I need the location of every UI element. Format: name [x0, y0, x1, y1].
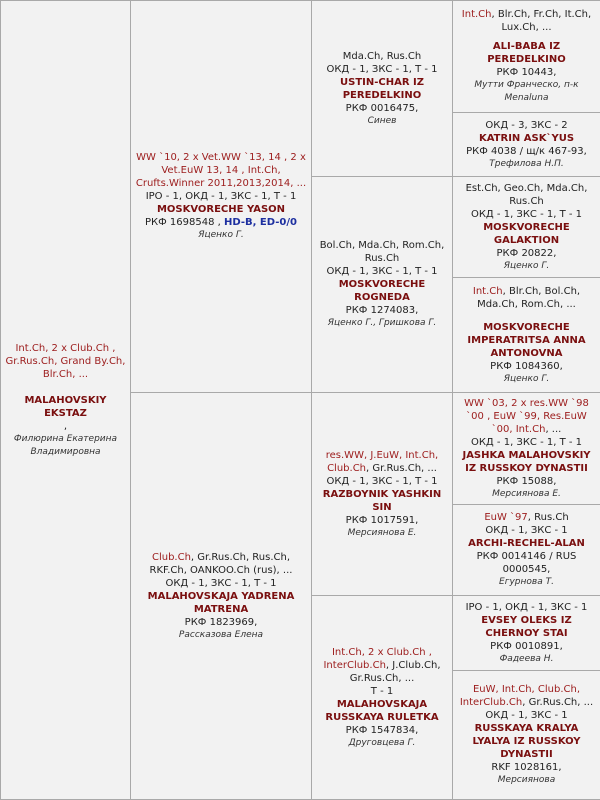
dsd-titles-line — [456, 511, 597, 524]
dam-titles-red: Club.Ch — [152, 552, 191, 563]
ddd-titles-line — [456, 683, 597, 709]
ssd-reg: РКФ 4038 / щ/к 467-93, — [456, 145, 597, 158]
dam-name-link[interactable]: MALAHOVSKAJA YADRENA MATRENA — [134, 590, 308, 616]
dam-dam-titles-red: Int.Ch, 2 x Club.Ch , InterClub.Ch — [323, 647, 432, 671]
dsd-tests: ОКД - 1, ЗКС - 1 — [456, 524, 597, 537]
ssd-name-link[interactable]: KATRIN ASK`YUS — [456, 132, 597, 145]
dam-sire-titles: , Gr.Rus.Ch, ... — [366, 463, 437, 474]
sdd-titles-red: Int.Ch — [473, 286, 503, 297]
sss-name-link[interactable]: ALI-BABA IZ PEREDELKINO — [456, 40, 597, 66]
dam-owner: Рассказова Елена — [134, 629, 308, 642]
ssd-owner: Трефилова Н.П. — [456, 158, 597, 171]
sire-reg-line — [134, 216, 308, 229]
sire-sire-name-link[interactable]: USTIN-CHAR IZ PEREDELKINO — [315, 76, 449, 102]
dam-dam-name-link[interactable]: MALAHOVSKAJA RUSSKAYA RULETKA — [315, 698, 449, 724]
sss-titles: , Blr.Ch, Fr.Ch, It.Ch, Lux.Ch, ... — [492, 9, 592, 33]
dam-sire-name-link[interactable]: RAZBOYNIK YASHKIN SIN — [315, 488, 449, 514]
sdd-titles: , Blr.Ch, Bol.Ch, Mda.Ch, Rom.Ch, ... — [477, 286, 580, 310]
sss-cell — [453, 1, 600, 113]
sire-sire-reg: РКФ 0016475, — [315, 102, 449, 115]
dam-dam-titles-line — [315, 646, 449, 685]
sds-titles: Est.Ch, Geo.Ch, Mda.Ch, Rus.Ch — [456, 182, 597, 208]
ddd-owner: Мерсиянова — [456, 774, 597, 787]
dss-tests: ОКД - 1, ЗКС - 1, Т - 1 — [456, 436, 597, 449]
ssd-tests: ОКД - 3, ЗКС - 2 — [456, 119, 597, 132]
dds-tests: IPO - 1, ОКД - 1, ЗКС - 1 — [456, 601, 597, 614]
dam-sire-titles-line — [315, 449, 449, 475]
dog-titles: Int.Ch, 2 x Club.Ch , Gr.Rus.Ch, Grand By.Ch, Blr.Ch, ... — [4, 342, 127, 381]
sdd-reg: РКФ 1084360, — [456, 360, 597, 373]
ssd-cell — [453, 113, 600, 177]
dsd-owner: Егурнова Т. — [456, 576, 597, 589]
dsd-cell — [453, 505, 600, 596]
dds-reg: РКФ 0010891, — [456, 640, 597, 653]
ddd-titles-red: EuW, Int.Ch, Club.Ch, InterClub.Ch — [460, 684, 580, 708]
sire-sire-titles: Mda.Ch, Rus.Ch — [315, 50, 449, 63]
dam-dam-cell — [312, 596, 453, 800]
dsd-reg: РКФ 0014146 / RUS 0000545, — [456, 550, 597, 576]
dam-sire-cell — [312, 393, 453, 596]
sss-titles-line — [456, 8, 597, 34]
dam-titles-line — [134, 551, 308, 577]
sire-dam-tests: ОКД - 1, ЗКС - 1, Т - 1 — [315, 265, 449, 278]
dss-titles-line — [456, 397, 597, 436]
ddd-name-link[interactable]: RUSSKAYA KRALYA LYALYA IZ RUSSKOY DYNASTII — [456, 722, 597, 761]
sire-sire-owner: Синев — [315, 115, 449, 128]
dam-dam-owner: Друговцева Г. — [315, 737, 449, 750]
dam-dam-reg: РКФ 1547834, — [315, 724, 449, 737]
dam-titles: , Gr.Rus.Ch, Rus.Ch, RKF.Ch, OANKOO.Ch (rus), ... — [150, 552, 293, 576]
dam-tests: ОКД - 1, ЗКС - 1, Т - 1 — [134, 577, 308, 590]
dss-cell — [453, 393, 600, 505]
dss-reg: РКФ 15088, — [456, 475, 597, 488]
sire-dam-name-link[interactable]: MOSKVORECHE ROGNEDA — [315, 278, 449, 304]
sss-owner: Мутти Франческо, п-к Menaluna — [456, 79, 597, 105]
sds-reg: РКФ 20822, — [456, 247, 597, 260]
ddd-reg: RKF 1028161, — [456, 761, 597, 774]
sdd-owner: Яценко Г. — [456, 373, 597, 386]
dss-titles: , ... — [545, 424, 561, 435]
dog-owner: Филюрина Екатерина Владимировна — [4, 433, 127, 459]
sire-dam-reg: РКФ 1274083, — [315, 304, 449, 317]
dog-cell — [1, 1, 131, 800]
dss-owner: Мерсиянова Е. — [456, 488, 597, 501]
dam-sire-reg: РКФ 1017591, — [315, 514, 449, 527]
dam-dam-titles: , J.Club.Ch, Gr.Rus.Ch, ... — [350, 660, 441, 684]
dss-name-link[interactable]: JASHKA MALAHOVSKIY IZ RUSSKOY DYNASTII — [456, 449, 597, 475]
dam-cell — [131, 393, 312, 800]
dam-reg: РКФ 1823969, — [134, 616, 308, 629]
sdd-cell — [453, 278, 600, 393]
sds-cell — [453, 177, 600, 278]
dsd-name-link[interactable]: ARCHI-RECHEL-ALAN — [456, 537, 597, 550]
dds-cell — [453, 596, 600, 671]
sire-dam-owner: Яценко Г., Гришкова Г. — [315, 317, 449, 330]
dds-owner: Фадеева Н. — [456, 653, 597, 666]
dds-name-link[interactable]: EVSEY OLEKS IZ CHERNOY STAI — [456, 614, 597, 640]
ddd-tests: ОКД - 1, ЗКС - 1 — [456, 709, 597, 722]
sds-tests: ОКД - 1, ЗКС - 1, Т - 1 — [456, 208, 597, 221]
sire-sire-cell — [312, 1, 453, 177]
sire-tests: IPO - 1, ОКД - 1, ЗКС - 1, Т - 1 — [134, 190, 308, 203]
dam-sire-owner: Мерсиянова Е. — [315, 527, 449, 540]
sdd-name-link[interactable]: MOSKVORECHE IMPERATRITSA ANNA ANTONOVNA — [456, 321, 597, 360]
dam-sire-titles-red: res.WW, J.EuW, Int.Ch, Club.Ch — [326, 450, 438, 474]
sire-titles: WW `10, 2 x Vet.WW `13, 14 , 2 x Vet.EuW 13, 14 , Int.Ch, Crufts.Winner 2011,2013,2014, ... — [134, 151, 308, 190]
dam-sire-tests: ОКД - 1, ЗКС - 1, Т - 1 — [315, 475, 449, 488]
sds-owner: Яценко Г. — [456, 260, 597, 273]
sire-cell — [131, 1, 312, 393]
sds-name-link[interactable]: MOSKVORECHE GALAKTION — [456, 221, 597, 247]
dss-titles-red: WW `03, 2 x res.WW `98 `00 , EuW `99, Res.EuW `00, Int.Ch — [464, 398, 589, 435]
sire-owner: Яценко Г. — [134, 229, 308, 242]
sss-reg: РКФ 10443, — [456, 66, 597, 79]
dog-name-link[interactable]: MALAHOVSKIY EKSTAZ — [4, 394, 127, 420]
sire-health: HD-B, ED-0/0 — [224, 217, 297, 228]
dsd-titles-red: EuW `97 — [484, 512, 527, 523]
sss-titles-red: Int.Ch — [462, 9, 492, 20]
dam-dam-tests: Т - 1 — [315, 685, 449, 698]
dsd-titles: , Rus.Ch — [528, 512, 569, 523]
sdd-titles-line — [456, 285, 597, 311]
sire-reg: РКФ 1698548 , — [145, 217, 221, 228]
sire-dam-titles: Bol.Ch, Mda.Ch, Rom.Ch, Rus.Ch — [315, 239, 449, 265]
dog-comma: , — [4, 420, 127, 433]
sire-dam-cell — [312, 177, 453, 393]
sire-sire-tests: ОКД - 1, ЗКС - 1, Т - 1 — [315, 63, 449, 76]
sire-name-link[interactable]: MOSKVORECHE YASON — [134, 203, 308, 216]
ddd-cell — [453, 671, 600, 800]
ddd-titles: , Gr.Rus.Ch, ... — [522, 697, 593, 708]
